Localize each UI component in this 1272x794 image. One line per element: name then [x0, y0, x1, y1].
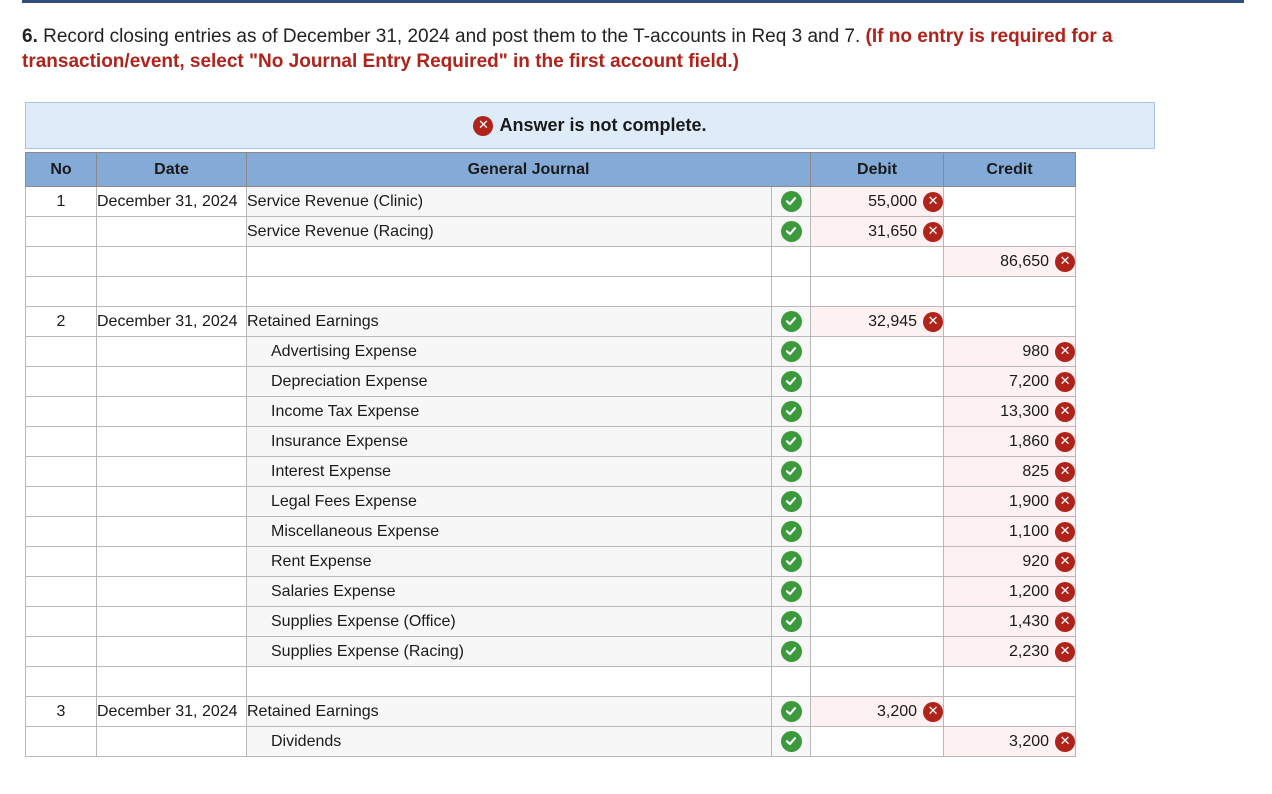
credit-field[interactable] — [944, 487, 1076, 517]
date-cell — [97, 577, 247, 607]
debit-field[interactable] — [811, 697, 944, 727]
credit-field-value: 920 — [1022, 552, 1050, 570]
debit-field-value: 32,945 — [868, 312, 918, 330]
table-row — [26, 547, 1076, 577]
answer-status-banner — [25, 102, 1155, 149]
table-row — [26, 367, 1076, 397]
entry-number — [26, 277, 97, 307]
validation-cell — [772, 217, 811, 247]
check-circle-icon — [781, 701, 802, 722]
account-field[interactable]: Income Tax Expense — [247, 397, 772, 427]
general-journal-table — [25, 152, 1076, 757]
credit-field-value-wrap — [1022, 552, 1075, 572]
debit-field[interactable] — [811, 667, 944, 697]
debit-field[interactable] — [811, 427, 944, 457]
account-field[interactable] — [247, 667, 772, 697]
table-row — [26, 607, 1076, 637]
validation-cell — [772, 247, 811, 277]
debit-field[interactable] — [811, 457, 944, 487]
check-circle-icon — [781, 641, 802, 662]
account-field[interactable]: Service Revenue (Racing) — [247, 217, 772, 247]
entry-number: 2 — [26, 307, 97, 337]
credit-field-value-wrap — [1009, 642, 1075, 662]
credit-field-value-wrap — [1009, 522, 1075, 542]
credit-field-value: 7,200 — [1008, 372, 1050, 390]
table-row — [26, 397, 1076, 427]
x-circle-icon: ✕ — [1055, 372, 1075, 392]
credit-field[interactable] — [944, 217, 1076, 247]
x-circle-icon: ✕ — [923, 222, 943, 242]
x-circle-icon: ✕ — [1055, 432, 1075, 452]
debit-field[interactable] — [811, 547, 944, 577]
credit-field-value: 3,200 — [1008, 732, 1050, 750]
validation-cell — [772, 727, 811, 757]
credit-field[interactable] — [944, 397, 1076, 427]
x-circle-icon: ✕ — [1055, 522, 1075, 542]
entry-number — [26, 337, 97, 367]
top-divider — [22, 0, 1244, 3]
validation-cell — [772, 457, 811, 487]
account-field[interactable]: Insurance Expense — [247, 427, 772, 457]
credit-field-value: 13,300 — [1000, 402, 1050, 420]
credit-field[interactable] — [944, 667, 1076, 697]
x-circle-icon: ✕ — [923, 702, 943, 722]
validation-cell — [772, 487, 811, 517]
account-field[interactable]: Rent Expense — [247, 547, 772, 577]
check-circle-icon — [781, 731, 802, 752]
answer-status-message: Answer is not complete. — [499, 115, 707, 135]
account-field[interactable]: Interest Expense — [247, 457, 772, 487]
date-cell — [97, 667, 247, 697]
x-circle-icon: ✕ — [473, 116, 493, 136]
date-cell — [97, 247, 247, 277]
entry-number: 1 — [26, 187, 97, 217]
account-field[interactable]: Depreciation Expense — [247, 367, 772, 397]
check-circle-icon — [781, 371, 802, 392]
question-number: 6. — [22, 26, 38, 47]
debit-field-value-wrap — [868, 192, 943, 212]
check-circle-icon — [781, 521, 802, 542]
credit-field[interactable] — [944, 697, 1076, 727]
credit-field-value-wrap — [1022, 462, 1075, 482]
debit-field[interactable] — [811, 187, 944, 217]
x-circle-icon: ✕ — [1055, 252, 1075, 272]
check-circle-icon — [781, 551, 802, 572]
table-row — [26, 457, 1076, 487]
credit-field[interactable] — [944, 607, 1076, 637]
entry-number — [26, 667, 97, 697]
debit-field[interactable] — [811, 367, 944, 397]
account-field[interactable]: Retained Earnings — [247, 307, 772, 337]
check-circle-icon — [781, 461, 802, 482]
check-circle-icon — [781, 611, 802, 632]
question-body: Record closing entries as of December 31, 2024 and post them to the T-accounts in Req 3 and 7. — [37, 26, 866, 47]
entry-number — [26, 637, 97, 667]
validation-cell — [772, 577, 811, 607]
credit-field-value: 1,100 — [1008, 522, 1050, 540]
date-cell — [97, 457, 247, 487]
credit-field-value-wrap — [1009, 732, 1075, 752]
date-cell — [97, 487, 247, 517]
credit-field-value: 86,650 — [1000, 252, 1050, 270]
check-circle-icon — [781, 221, 802, 242]
credit-field-value-wrap — [1000, 252, 1075, 272]
table-row — [26, 217, 1076, 247]
question-text — [22, 24, 1252, 74]
credit-field-value-wrap — [1009, 612, 1075, 632]
table-row — [26, 517, 1076, 547]
table-row — [26, 487, 1076, 517]
entry-number — [26, 547, 97, 577]
entry-number — [26, 247, 97, 277]
date-cell[interactable]: December 31, 2024 — [97, 307, 247, 337]
validation-cell — [772, 307, 811, 337]
question-instruction: (If no entry is required for a transaction/event, select "No Journal Entry Required" in the first account field.) — [22, 26, 1113, 72]
credit-field-value: 825 — [1022, 462, 1050, 480]
account-field[interactable]: Miscellaneous Expense — [247, 517, 772, 547]
date-cell[interactable]: December 31, 2024 — [97, 187, 247, 217]
x-circle-icon: ✕ — [1055, 342, 1075, 362]
debit-field-value-wrap — [868, 312, 943, 332]
check-circle-icon — [781, 191, 802, 212]
account-field[interactable]: Retained Earnings — [247, 697, 772, 727]
x-circle-icon: ✕ — [1055, 492, 1075, 512]
credit-field[interactable] — [944, 637, 1076, 667]
validation-cell — [772, 367, 811, 397]
date-cell — [97, 277, 247, 307]
debit-field-value: 3,200 — [876, 702, 918, 720]
table-row — [26, 667, 1076, 697]
check-circle-icon — [781, 401, 802, 422]
credit-field-value-wrap — [1009, 582, 1075, 602]
check-circle-icon — [781, 581, 802, 602]
debit-field-value: 55,000 — [868, 192, 918, 210]
debit-field-value-wrap — [868, 222, 943, 242]
entry-number — [26, 457, 97, 487]
entry-number — [26, 727, 97, 757]
check-circle-icon — [781, 431, 802, 452]
date-cell — [97, 727, 247, 757]
x-circle-icon: ✕ — [1055, 732, 1075, 752]
account-field[interactable] — [247, 277, 772, 307]
date-cell — [97, 547, 247, 577]
validation-cell — [772, 517, 811, 547]
account-field[interactable]: Supplies Expense (Racing) — [247, 637, 772, 667]
date-cell — [97, 427, 247, 457]
debit-field[interactable] — [811, 217, 944, 247]
account-field[interactable]: Service Revenue (Clinic) — [247, 187, 772, 217]
credit-field[interactable] — [944, 547, 1076, 577]
account-field[interactable]: Legal Fees Expense — [247, 487, 772, 517]
credit-field[interactable] — [944, 427, 1076, 457]
header-general-journal: General Journal — [247, 153, 811, 187]
entry-number — [26, 487, 97, 517]
entry-number — [26, 427, 97, 457]
credit-field-value: 1,430 — [1008, 612, 1050, 630]
credit-field[interactable] — [944, 307, 1076, 337]
check-circle-icon — [781, 341, 802, 362]
account-field[interactable]: Dividends — [247, 727, 772, 757]
debit-field[interactable] — [811, 487, 944, 517]
table-row — [26, 427, 1076, 457]
validation-cell — [772, 337, 811, 367]
validation-cell — [772, 427, 811, 457]
credit-field[interactable] — [944, 187, 1076, 217]
header-credit: Credit — [944, 153, 1076, 187]
debit-field[interactable] — [811, 397, 944, 427]
debit-field-value: 31,650 — [868, 222, 918, 240]
credit-field-value: 980 — [1022, 342, 1050, 360]
validation-cell — [772, 277, 811, 307]
credit-field-value-wrap — [1009, 432, 1075, 452]
date-cell — [97, 217, 247, 247]
x-circle-icon: ✕ — [1055, 642, 1075, 662]
x-circle-icon: ✕ — [923, 192, 943, 212]
debit-field[interactable] — [811, 637, 944, 667]
entry-number — [26, 517, 97, 547]
entry-number — [26, 397, 97, 427]
debit-field[interactable] — [811, 247, 944, 277]
entry-number — [26, 217, 97, 247]
date-cell — [97, 397, 247, 427]
x-circle-icon: ✕ — [1055, 402, 1075, 422]
x-circle-icon: ✕ — [923, 312, 943, 332]
credit-field[interactable] — [944, 247, 1076, 277]
date-cell — [97, 337, 247, 367]
credit-field-value: 1,860 — [1008, 432, 1050, 450]
credit-field-value: 2,230 — [1008, 642, 1050, 660]
check-circle-icon — [781, 491, 802, 512]
credit-field[interactable] — [944, 577, 1076, 607]
validation-cell — [772, 607, 811, 637]
debit-field[interactable] — [811, 577, 944, 607]
entry-number — [26, 367, 97, 397]
account-field[interactable]: Salaries Expense — [247, 577, 772, 607]
validation-cell — [772, 667, 811, 697]
table-row — [26, 307, 1076, 337]
x-circle-icon: ✕ — [1055, 552, 1075, 572]
debit-field[interactable] — [811, 517, 944, 547]
credit-field-value: 1,900 — [1008, 492, 1050, 510]
credit-field[interactable] — [944, 277, 1076, 307]
credit-field-value-wrap — [1009, 492, 1075, 512]
account-field[interactable] — [247, 247, 772, 277]
credit-field[interactable] — [944, 367, 1076, 397]
table-row — [26, 187, 1076, 217]
table-row — [26, 247, 1076, 277]
debit-field-value-wrap — [877, 702, 943, 722]
table-row — [26, 277, 1076, 307]
table-row — [26, 337, 1076, 367]
table-header-row — [26, 153, 1076, 187]
credit-field[interactable] — [944, 517, 1076, 547]
validation-cell — [772, 187, 811, 217]
account-field[interactable]: Supplies Expense (Office) — [247, 607, 772, 637]
debit-field[interactable] — [811, 607, 944, 637]
validation-cell — [772, 637, 811, 667]
account-field[interactable]: Advertising Expense — [247, 337, 772, 367]
x-circle-icon: ✕ — [1055, 612, 1075, 632]
header-debit: Debit — [811, 153, 944, 187]
entry-number — [26, 607, 97, 637]
date-cell — [97, 367, 247, 397]
date-cell — [97, 517, 247, 547]
credit-field-value-wrap — [1022, 342, 1075, 362]
date-cell — [97, 637, 247, 667]
entry-number — [26, 577, 97, 607]
date-cell[interactable]: December 31, 2024 — [97, 697, 247, 727]
debit-field[interactable] — [811, 337, 944, 367]
table-row — [26, 697, 1076, 727]
journal-body — [26, 187, 1076, 757]
credit-field[interactable] — [944, 337, 1076, 367]
entry-number: 3 — [26, 697, 97, 727]
debit-field[interactable] — [811, 307, 944, 337]
debit-field[interactable] — [811, 277, 944, 307]
validation-cell — [772, 697, 811, 727]
date-cell — [97, 607, 247, 637]
check-circle-icon — [781, 311, 802, 332]
x-circle-icon: ✕ — [1055, 582, 1075, 602]
credit-field-value: 1,200 — [1008, 582, 1050, 600]
table-row — [26, 727, 1076, 757]
header-no: No — [26, 153, 97, 187]
table-row — [26, 577, 1076, 607]
x-circle-icon: ✕ — [1055, 462, 1075, 482]
credit-field-value-wrap — [1000, 402, 1075, 422]
credit-field[interactable] — [944, 457, 1076, 487]
validation-cell — [772, 547, 811, 577]
debit-field[interactable] — [811, 727, 944, 757]
credit-field-value-wrap — [1009, 372, 1075, 392]
credit-field[interactable] — [944, 727, 1076, 757]
header-date: Date — [97, 153, 247, 187]
validation-cell — [772, 397, 811, 427]
table-row — [26, 637, 1076, 667]
